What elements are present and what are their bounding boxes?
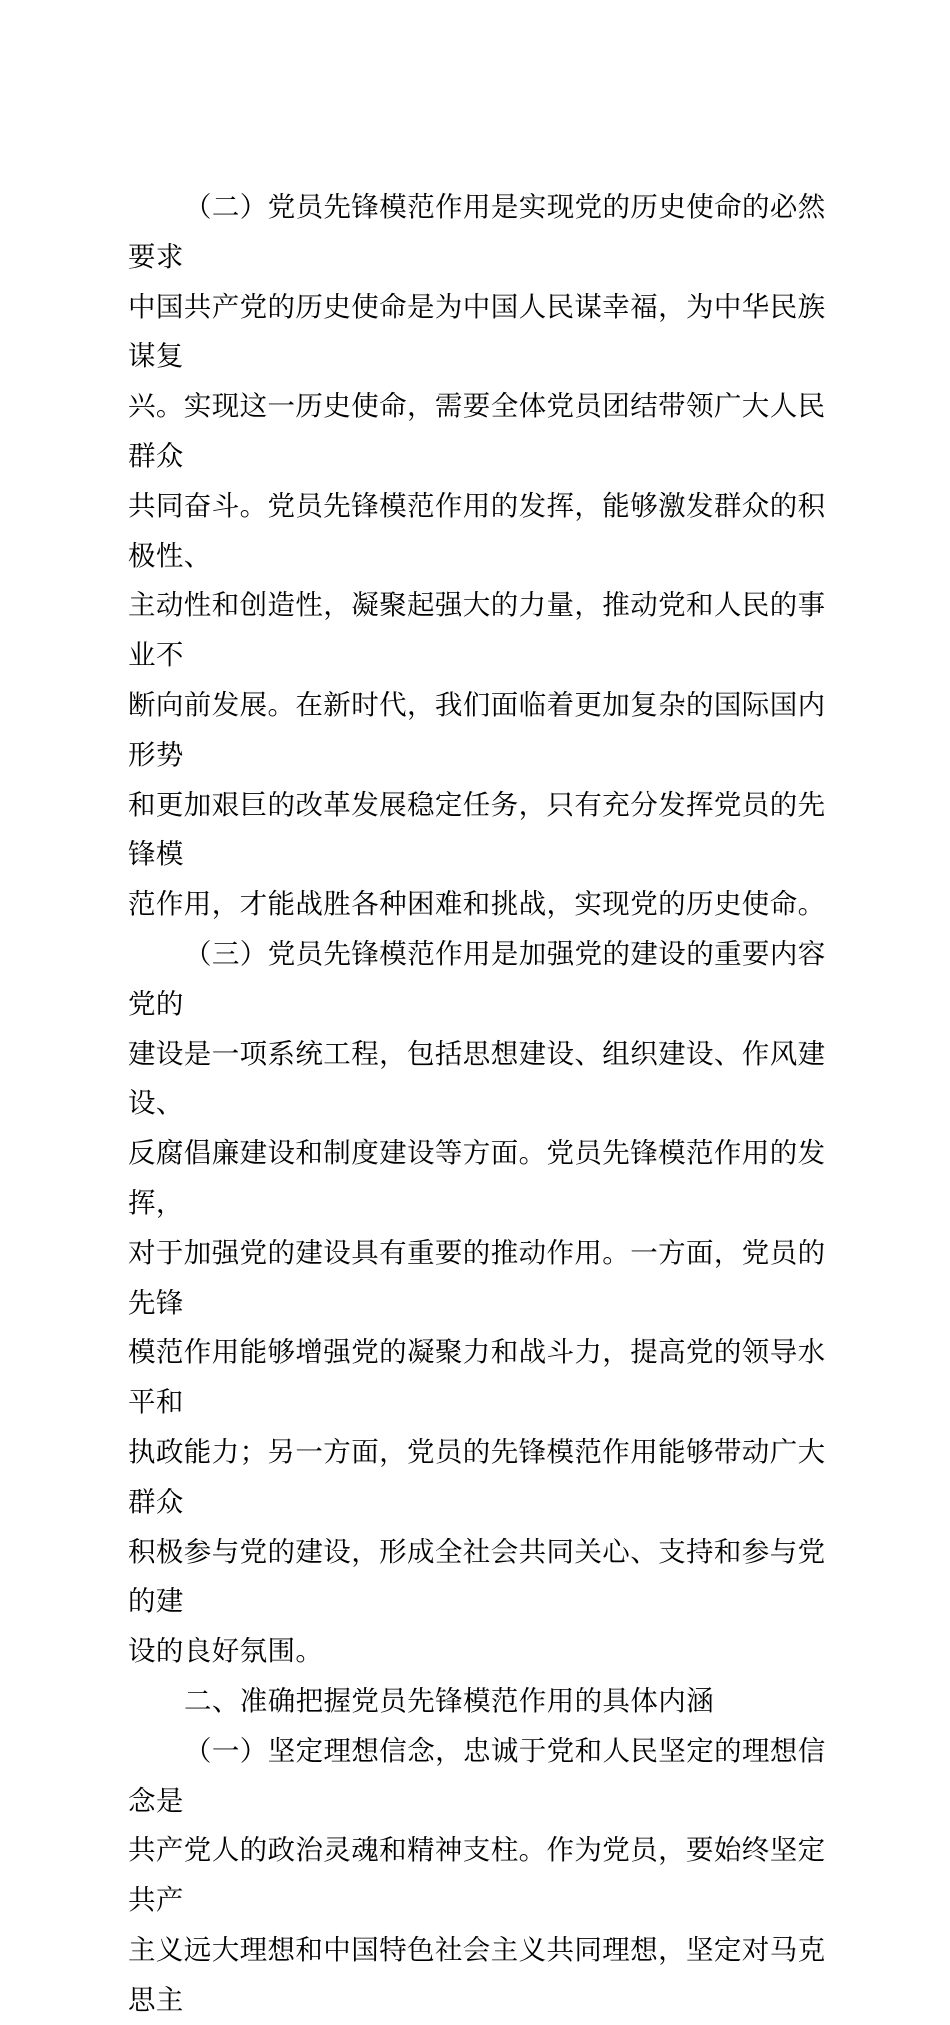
text-line: 二、准确把握党员先锋模范作用的具体内涵 [184, 1684, 715, 1717]
text-line: （三）党员先锋模范作用是加强党的建设的重要内容党的 [128, 937, 826, 1020]
text-line: 建设是一项系统工程，包括思想建设、组织建设、作风建设、 [128, 1037, 826, 1120]
section-heading [128, 1677, 848, 1727]
paragraph-heading-1 [128, 1727, 848, 2025]
text-line: 执政能力；另一方面，党员的先锋模范作用能够带动广大群众 [128, 1435, 826, 1518]
text-line: 中国共产党的历史使命是为中国人民谋幸福，为中华民族谋复 [128, 290, 826, 373]
text-line: （二）党员先锋模范作用是实现党的历史使命的必然要求 [128, 191, 826, 273]
text-line: 主义远大理想和中国特色社会主义共同理想，坚定对马克思主 [128, 1933, 826, 2016]
paragraph-heading-2 [128, 183, 848, 283]
text-line: 范作用，才能战胜各种困难和挑战，实现党的历史使命。 [128, 888, 826, 921]
text-line: 共产党人的政治灵魂和精神支柱。作为党员，要始终坚定共产 [128, 1834, 826, 1917]
document-body [128, 183, 848, 2025]
text-line: 对于加强党的建设具有重要的推动作用。一方面，党员的先锋 [128, 1236, 826, 1319]
text-line: （一）坚定理想信念，忠诚于党和人民坚定的理想信念是 [128, 1734, 826, 1817]
text-line: 设的良好氛围。 [128, 1635, 324, 1668]
text-line: 和更加艰巨的改革发展稳定任务，只有充分发挥党员的先锋模 [128, 788, 826, 871]
text-line: 反腐倡廉建设和制度建设等方面。党员先锋模范作用的发挥， [128, 1137, 826, 1219]
text-line: 断向前发展。在新时代，我们面临着更加复杂的国际国内形势 [128, 688, 826, 771]
text-line: 主动性和创造性，凝聚起强大的力量，推动党和人民的事业不 [128, 589, 826, 672]
text-line: 共同奋斗。党员先锋模范作用的发挥，能够激发群众的积极性、 [128, 489, 826, 572]
paragraph-body [128, 283, 848, 930]
text-line: 兴。实现这一历史使命，需要全体党员团结带领广大人民群众 [128, 390, 826, 472]
text-line: 积极参与党的建设，形成全社会共同关心、支持和参与党的建 [128, 1535, 826, 1618]
text-line: 模范作用能够增强党的凝聚力和战斗力，提高党的领导水平和 [128, 1336, 826, 1419]
paragraph-heading-3 [128, 930, 848, 1677]
